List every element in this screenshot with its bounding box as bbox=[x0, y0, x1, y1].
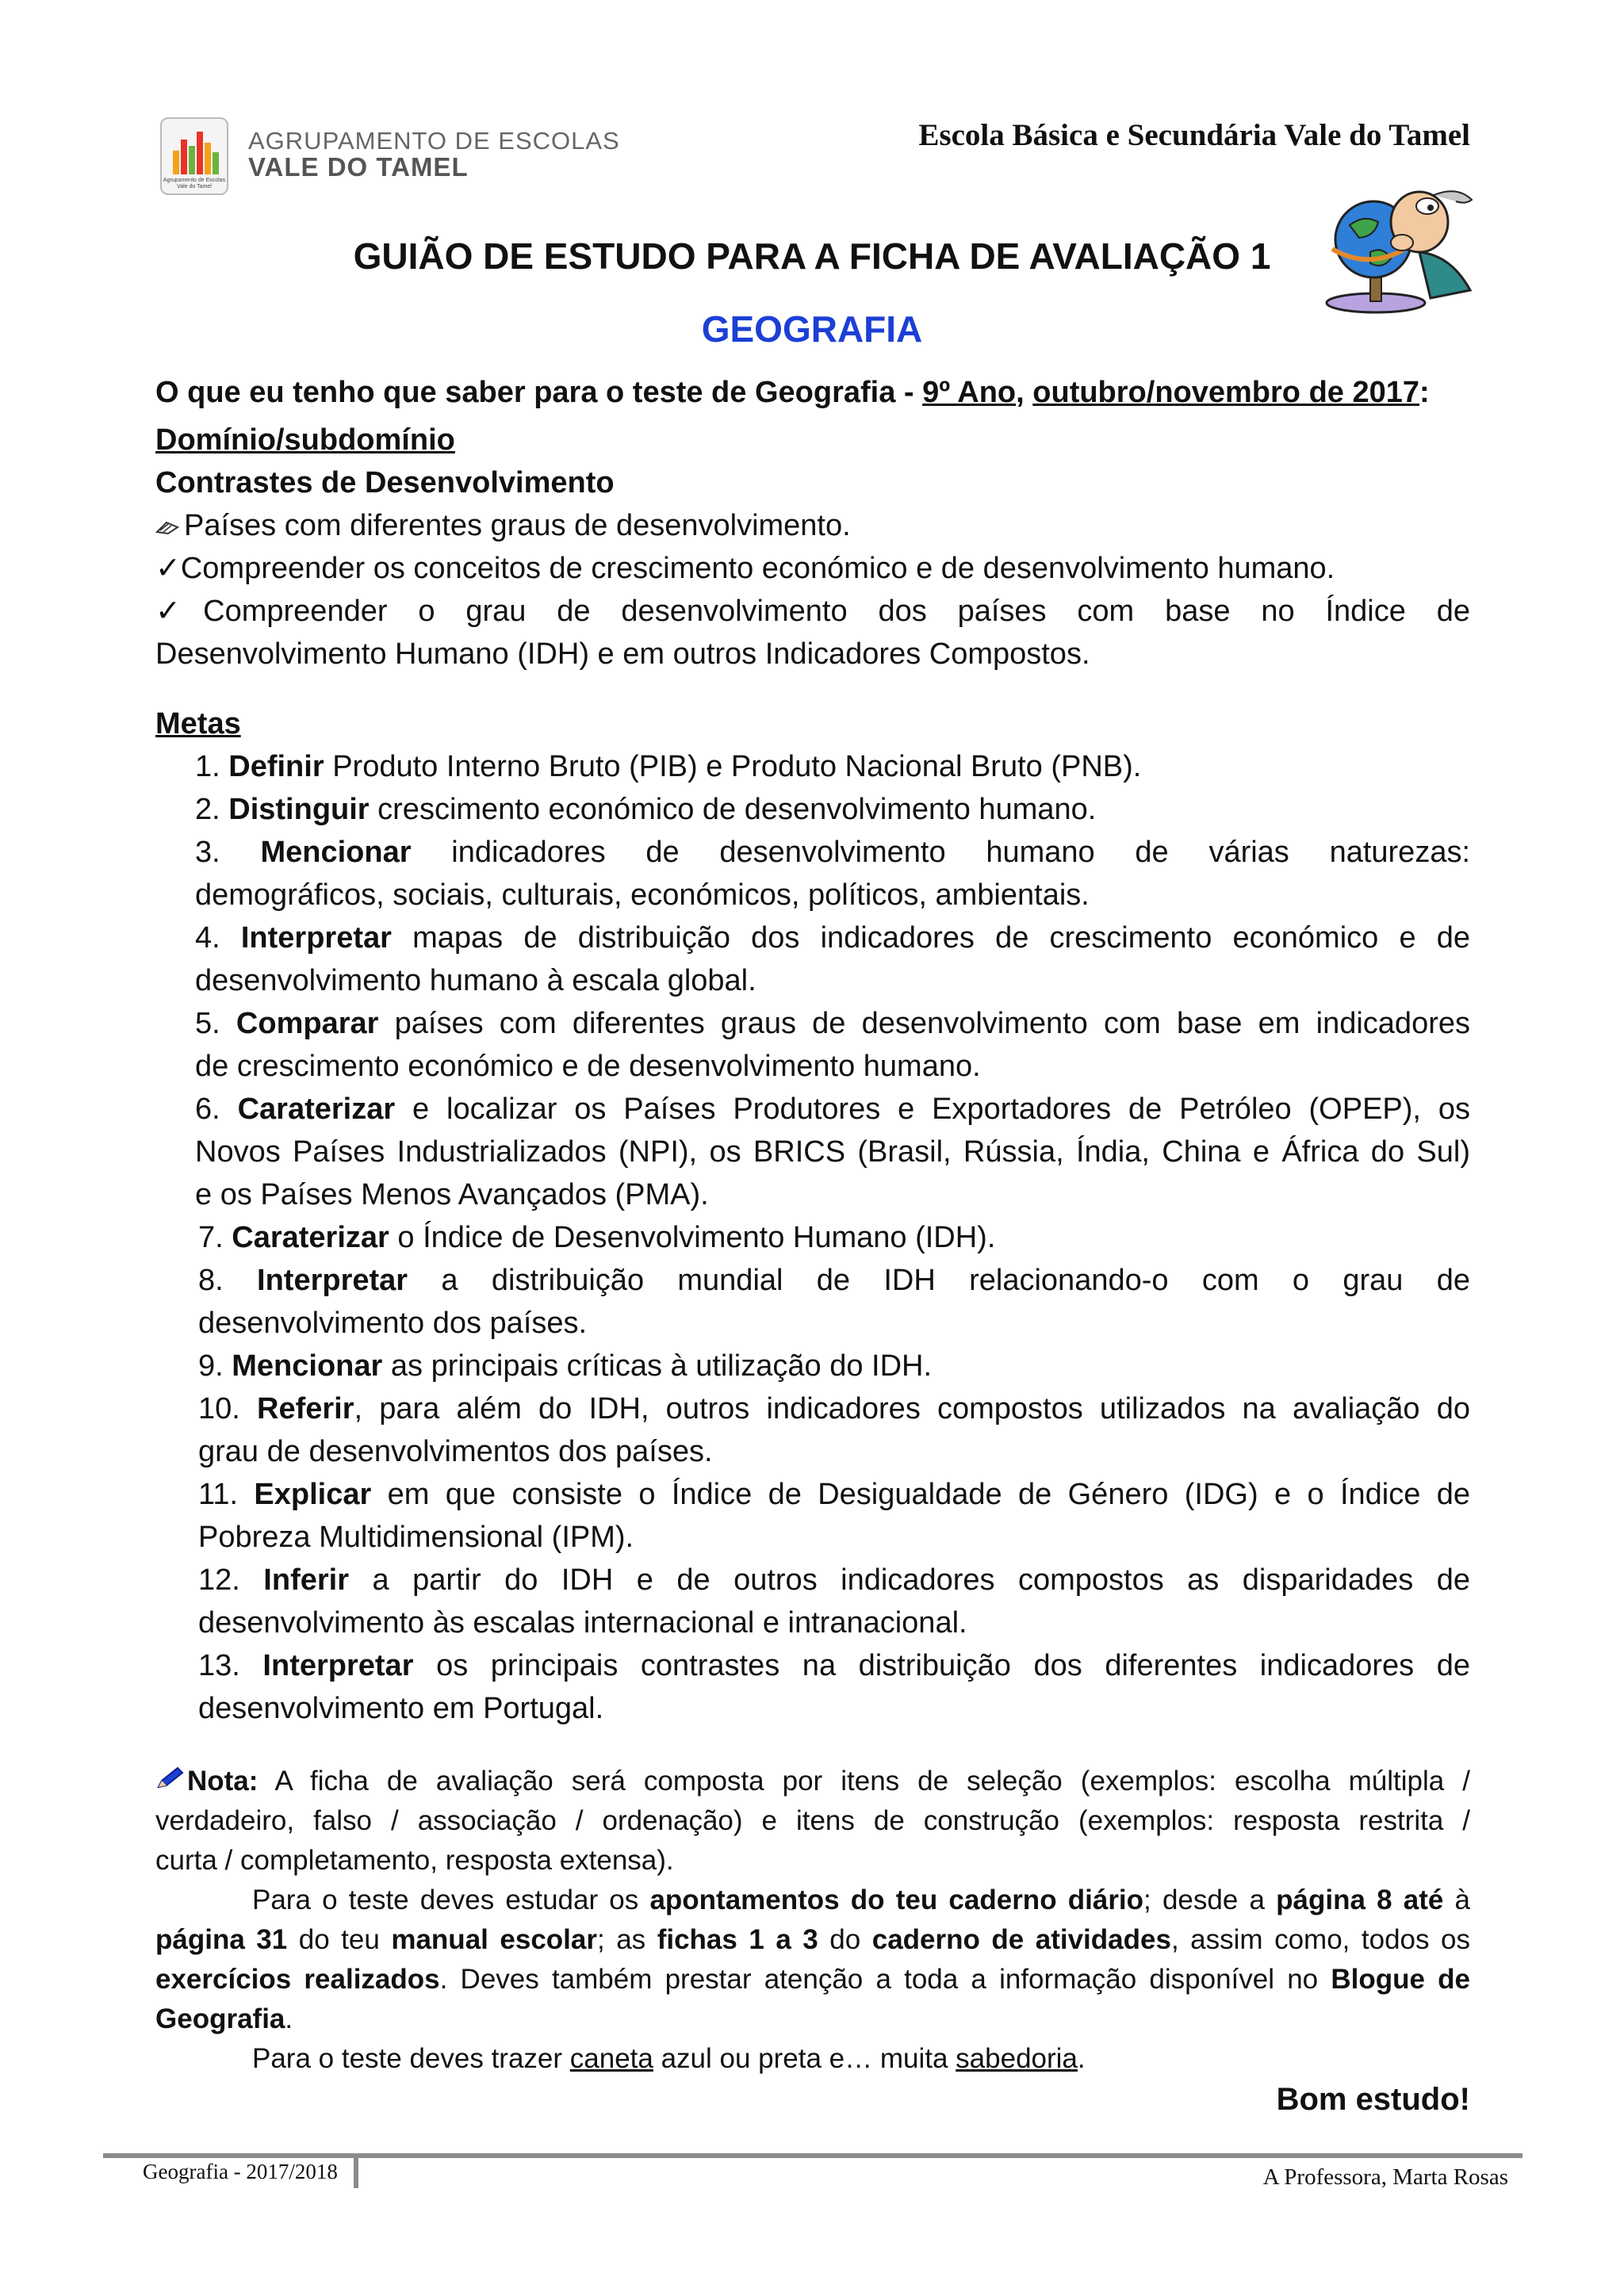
meta-verb: Distinguir bbox=[228, 793, 370, 826]
meta-text: países com diferentes graus de desenvolvimento com base em indicadores bbox=[394, 1007, 1470, 1040]
study-text: . Deves também prestar atenção a toda a informação disponível no bbox=[439, 1964, 1331, 1995]
meta-verb: Interpretar bbox=[240, 921, 392, 955]
bring-line bbox=[155, 2039, 1470, 2079]
study-bold: apontamentos do teu caderno diário bbox=[649, 1885, 1144, 1915]
school-logo bbox=[160, 117, 228, 195]
intro-prefix: O que eu tenho que saber para o teste de Geografia - bbox=[155, 376, 923, 409]
study-bold: caderno de atividades bbox=[871, 1924, 1171, 1955]
meta-number: 10. bbox=[198, 1392, 240, 1425]
note-line-2: verdadeiro, falso / associação / ordenação) e itens de construção (exemplos: resposta restrita / bbox=[155, 1805, 1470, 1836]
meta-verb: Caraterizar bbox=[237, 1093, 396, 1126]
meta-number: 4. bbox=[195, 921, 220, 955]
meta-text: indicadores de desenvolvimento humano de várias naturezas: bbox=[451, 836, 1471, 869]
meta-item-12-cont: desenvolvimento às escalas internacional e intranacional. bbox=[198, 1606, 967, 1640]
meta-item-11 bbox=[198, 1473, 1470, 1516]
meta-item-1 bbox=[195, 745, 1470, 788]
check-icon: ✓ bbox=[155, 552, 181, 585]
meta-text: em que consiste o Índice de Desigualdade de Género (IDG) e o Índice de bbox=[387, 1478, 1471, 1511]
meta-item-13 bbox=[198, 1644, 1470, 1687]
meta-item-13-cont: desenvolvimento em Portugal. bbox=[198, 1692, 604, 1725]
meta-text: os principais contrastes na distribuição dos diferentes indicadores de bbox=[436, 1649, 1470, 1682]
footer-right: A Professora, Marta Rosas bbox=[1262, 2164, 1508, 2190]
note-text-1: A ficha de avaliação será composta por itens de seleção (exemplos: escolha múltipla / bbox=[274, 1766, 1470, 1797]
study-bold: manual escolar bbox=[391, 1924, 597, 1955]
meta-number: 7. bbox=[198, 1221, 224, 1254]
topic-text: Países com diferentes graus de desenvolvimento. bbox=[184, 509, 851, 542]
study-line-3 bbox=[155, 1960, 1470, 1999]
school-name: Escola Básica e Secundária Vale do Tamel bbox=[918, 118, 1470, 152]
meta-item-4 bbox=[195, 916, 1470, 959]
meta-number: 1. bbox=[195, 750, 220, 783]
meta-verb: Mencionar bbox=[260, 836, 412, 869]
check-line-2b: Desenvolvimento Humano (IDH) e em outros Indicadores Compostos. bbox=[155, 637, 1090, 671]
meta-text: a distribuição mundial de IDH relacionando-o com o grau de bbox=[441, 1264, 1471, 1297]
meta-item-11-cont: Pobreza Multidimensional (IPM). bbox=[198, 1521, 634, 1554]
study-bold: página 31 bbox=[155, 1924, 288, 1955]
metas-heading: Metas bbox=[155, 707, 241, 740]
bring-text: Para o teste deves trazer bbox=[252, 2043, 570, 2074]
meta-number: 8. bbox=[198, 1264, 224, 1297]
meta-text: o Índice de Desenvolvimento Humano (IDH). bbox=[397, 1221, 996, 1254]
meta-verb: Caraterizar bbox=[232, 1221, 389, 1254]
book-icon bbox=[155, 504, 184, 547]
study-text: do teu bbox=[287, 1924, 392, 1955]
bring-text: azul ou preta e… muita bbox=[653, 2043, 956, 2074]
meta-verb: Comparar bbox=[236, 1007, 379, 1040]
logo-bar bbox=[173, 151, 179, 174]
meta-number: 2. bbox=[195, 793, 220, 826]
bring-text: . bbox=[1077, 2043, 1086, 2074]
bring-underlined: sabedoria bbox=[956, 2043, 1078, 2074]
intro-year: 9º Ano bbox=[922, 376, 1017, 409]
study-bold: exercícios realizados bbox=[155, 1964, 440, 1995]
note-label: Nota: bbox=[187, 1766, 259, 1797]
intro-period: outubro/novembro de 2017 bbox=[1032, 376, 1420, 409]
study-text: ; as bbox=[596, 1924, 657, 1955]
meta-item-8 bbox=[198, 1259, 1470, 1302]
meta-verb: Interpretar bbox=[257, 1264, 408, 1297]
meta-item-3-cont: demográficos, sociais, culturais, económicos, políticos, ambientais. bbox=[195, 878, 1090, 912]
meta-text: a partir do IDH e de outros indicadores compostos as disparidades de bbox=[372, 1563, 1470, 1597]
meta-text: crescimento económico de desenvolvimento humano. bbox=[377, 793, 1097, 826]
footer-left: Geografia - 2017/2018 bbox=[143, 2160, 338, 2183]
meta-item-4-cont: desenvolvimento humano à escala global. bbox=[195, 964, 756, 997]
meta-number: 3. bbox=[195, 836, 220, 869]
meta-number: 12. bbox=[198, 1563, 240, 1597]
bring-underlined: caneta bbox=[569, 2043, 653, 2074]
meta-text: mapas de distribuição dos indicadores de crescimento económico e de bbox=[412, 921, 1471, 955]
meta-item-7 bbox=[198, 1216, 1470, 1259]
meta-text: as principais críticas à utilização do IDH. bbox=[390, 1349, 933, 1383]
footer-divider-tick bbox=[354, 2153, 358, 2188]
check-line-1 bbox=[155, 547, 1470, 590]
meta-verb: Interpretar bbox=[262, 1649, 414, 1682]
study-bold: Blogue de bbox=[1331, 1964, 1470, 1995]
study-line-1 bbox=[155, 1881, 1470, 1920]
logo-caption: Agrupamento de Escolas Vale do Tamel bbox=[163, 178, 226, 189]
meta-text: e localizar os Países Produtores e Exportadores de Petróleo (OPEP), os bbox=[412, 1093, 1470, 1126]
meta-number: 13. bbox=[198, 1649, 240, 1682]
logo-bar bbox=[189, 146, 195, 174]
meta-number: 5. bbox=[195, 1007, 220, 1040]
check2-text-1: Compreender o grau de desenvolvimento dos países com base no Índice de bbox=[203, 595, 1471, 628]
meta-item-5 bbox=[195, 1002, 1470, 1045]
meta-item-6-cont: Novos Países Industrializados (NPI), os BRICS (Brasil, Rússia, Índia, China e África do Sul) bbox=[195, 1135, 1470, 1169]
meta-item-6-cont2: e os Países Menos Avançados (PMA). bbox=[195, 1178, 709, 1211]
meta-verb: Explicar bbox=[254, 1478, 372, 1511]
intro-line bbox=[155, 376, 1430, 410]
logo-bar bbox=[197, 132, 203, 174]
logo-bar bbox=[205, 143, 211, 174]
meta-item-12 bbox=[198, 1559, 1470, 1601]
footer-divider bbox=[103, 2153, 1522, 2158]
meta-verb: Mencionar bbox=[232, 1349, 383, 1383]
closing-text: Bom estudo! bbox=[1276, 2082, 1470, 2117]
meta-item-5-cont: de crescimento económico e de desenvolvimento humano. bbox=[195, 1050, 981, 1083]
study-text: . bbox=[285, 2003, 293, 2034]
study-bold: fichas 1 a 3 bbox=[657, 1924, 818, 1955]
intro-colon: : bbox=[1419, 376, 1430, 409]
study-line-4 bbox=[155, 1999, 1470, 2039]
meta-item-10-cont: grau de desenvolvimentos dos países. bbox=[198, 1435, 713, 1468]
meta-verb: Inferir bbox=[263, 1563, 349, 1597]
check-icon: ✓ bbox=[155, 595, 204, 628]
page-title: GUIÃO DE ESTUDO PARA A FICHA DE AVALIAÇÃO 1 bbox=[353, 235, 1271, 277]
meta-number: 9. bbox=[198, 1349, 224, 1383]
meta-item-9 bbox=[198, 1345, 1470, 1387]
domain-subheading: Contrastes de Desenvolvimento bbox=[155, 466, 615, 499]
study-line-2 bbox=[155, 1920, 1470, 1960]
meta-verb: Definir bbox=[228, 750, 324, 783]
meta-text: Produto Interno Bruto (PIB) e Produto Nacional Bruto (PNB). bbox=[332, 750, 1142, 783]
logo-line1: AGRUPAMENTO DE ESCOLAS bbox=[248, 127, 620, 155]
meta-item-10 bbox=[198, 1387, 1470, 1430]
meta-item-8-cont: desenvolvimento dos países. bbox=[198, 1307, 588, 1340]
study-bold: Geografia bbox=[155, 2003, 285, 2034]
meta-item-6 bbox=[195, 1088, 1470, 1131]
meta-item-2 bbox=[195, 788, 1470, 831]
meta-verb: Referir bbox=[257, 1392, 354, 1425]
meta-number: 6. bbox=[195, 1093, 220, 1126]
meta-text: , para além do IDH, outros indicadores compostos utilizados na avaliação do bbox=[354, 1392, 1470, 1425]
meta-item-3 bbox=[195, 831, 1470, 874]
intro-comma: , bbox=[1016, 376, 1033, 409]
topic-line bbox=[155, 504, 1470, 547]
study-text: ; desde a bbox=[1143, 1885, 1277, 1915]
meta-number: 11. bbox=[198, 1478, 239, 1511]
check1-text: Compreender os conceitos de crescimento económico e de desenvolvimento humano. bbox=[180, 552, 1335, 585]
subject-title: GEOGRAFIA bbox=[701, 308, 923, 350]
study-bold: página 8 até bbox=[1276, 1885, 1444, 1915]
study-text: à bbox=[1443, 1885, 1470, 1915]
study-text: do bbox=[818, 1924, 872, 1955]
note-line-1 bbox=[155, 1762, 1470, 1801]
study-text: Para o teste deves estudar os bbox=[252, 1885, 650, 1915]
pencil-icon bbox=[155, 1762, 187, 1801]
logo-bar bbox=[181, 140, 187, 174]
note-line-3: curta / completamento, resposta extensa). bbox=[155, 1845, 674, 1876]
logo-line2: VALE DO TAMEL bbox=[248, 152, 469, 182]
study-text: , assim como, todos os bbox=[1170, 1924, 1471, 1955]
check-line-2 bbox=[155, 590, 1470, 633]
domain-heading: Domínio/subdomínio bbox=[155, 423, 455, 457]
logo-bar bbox=[213, 152, 219, 174]
